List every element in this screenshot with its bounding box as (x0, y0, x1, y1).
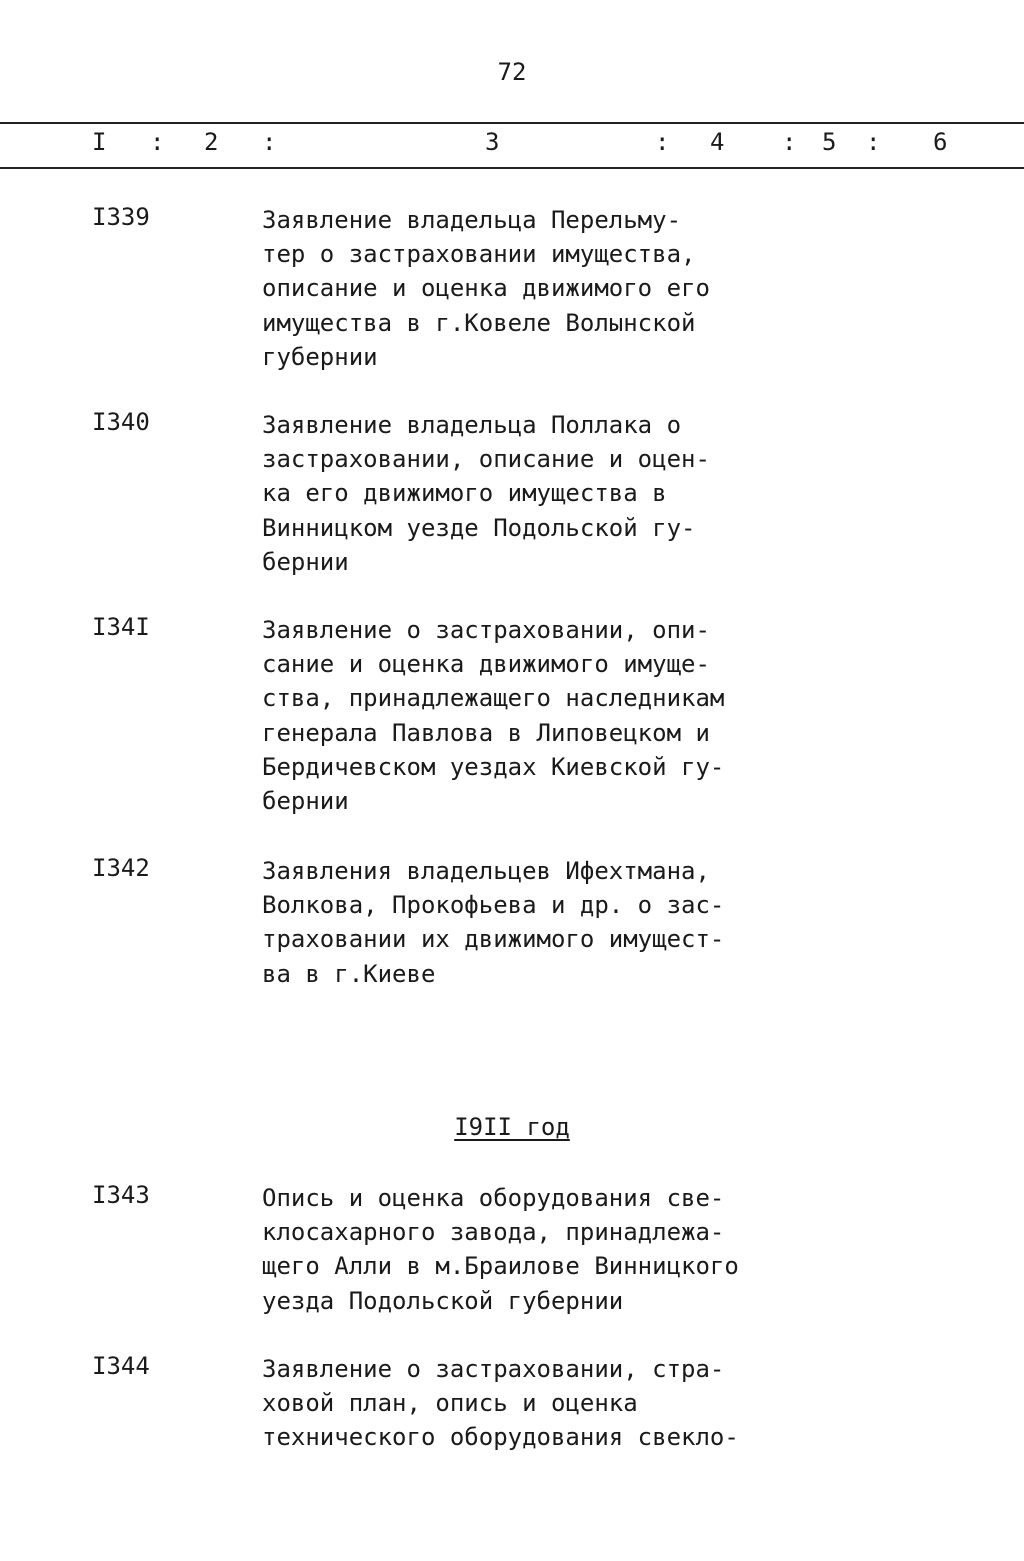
year-heading (0, 1113, 1024, 1141)
column-header-2: 2 (204, 128, 219, 156)
description-line: уезда Подольской губернии (262, 1286, 624, 1315)
description-line: Винницком уезде Подольской гу- (262, 513, 696, 542)
description-line: бернии (262, 787, 349, 816)
description-line: Заявление о застраховании, опи- (262, 616, 710, 644)
column-separator: : (782, 128, 797, 156)
column-header-4: 4 (710, 128, 725, 156)
page-number: 72 (497, 58, 527, 86)
description-line: Заявления владельцев Ифехтмана, (262, 857, 710, 885)
description-line: сание и оценка движимого имуще- (262, 650, 710, 679)
entry-description (262, 1181, 822, 1318)
description-line: имущества в г.Ковеле Волынской (262, 308, 696, 337)
header-rule-bottom (0, 167, 1024, 169)
description-line: Заявление владельца Перельму- (262, 206, 682, 234)
header-rule-top (0, 122, 1024, 124)
entry-description (262, 854, 822, 991)
entry-number: I34I (92, 613, 150, 641)
description-line: клосахарного завода, принадлежа- (262, 1218, 725, 1247)
description-line: щего Алли в м.Браилове Винницкого (262, 1252, 739, 1281)
entry-description (262, 613, 822, 818)
column-header-5: 5 (822, 128, 837, 156)
year-heading-text: I9II год (454, 1113, 570, 1141)
column-header-3: 3 (485, 128, 500, 156)
description-line: технического оборудования свекло- (262, 1423, 739, 1452)
entry-number: I340 (92, 408, 150, 436)
entry-description (262, 408, 822, 579)
description-line: описание и оценка движимого его (262, 274, 710, 303)
description-line: ховой план, опись и оценка (262, 1389, 638, 1418)
description-line: ства, принадлежащего наследникам (262, 684, 725, 713)
column-separator: : (655, 128, 670, 156)
column-separator: : (866, 128, 881, 156)
description-line: ка его движимого имущества в (262, 479, 667, 508)
description-line: Заявление владельца Поллака о (262, 411, 682, 439)
description-line: Опись и оценка оборудования све- (262, 1184, 725, 1212)
description-line: тер о застраховании имущества, (262, 240, 696, 269)
entry-description (262, 1352, 822, 1455)
entry-number: I342 (92, 854, 150, 882)
column-separator: : (150, 128, 165, 156)
entry-number: I343 (92, 1181, 150, 1209)
description-line: бернии (262, 547, 349, 576)
column-separator: : (262, 128, 277, 156)
description-line: генерала Павлова в Липовецком и (262, 718, 710, 747)
entry-description (262, 203, 822, 374)
description-line: губернии (262, 342, 378, 371)
entry-number: I344 (92, 1352, 150, 1380)
description-line: траховании их движимого имущест- (262, 925, 725, 954)
column-header-1: I (92, 128, 107, 156)
description-line: Бердичевском уездах Киевской гу- (262, 752, 725, 781)
description-line: застраховании, описание и оцен- (262, 445, 710, 474)
column-header-6: 6 (933, 128, 948, 156)
description-line: Заявление о застраховании, стра- (262, 1355, 725, 1383)
entry-number: I339 (92, 203, 150, 231)
description-line: ва в г.Киеве (262, 959, 436, 988)
description-line: Волкова, Прокофьева и др. о зас- (262, 891, 725, 920)
